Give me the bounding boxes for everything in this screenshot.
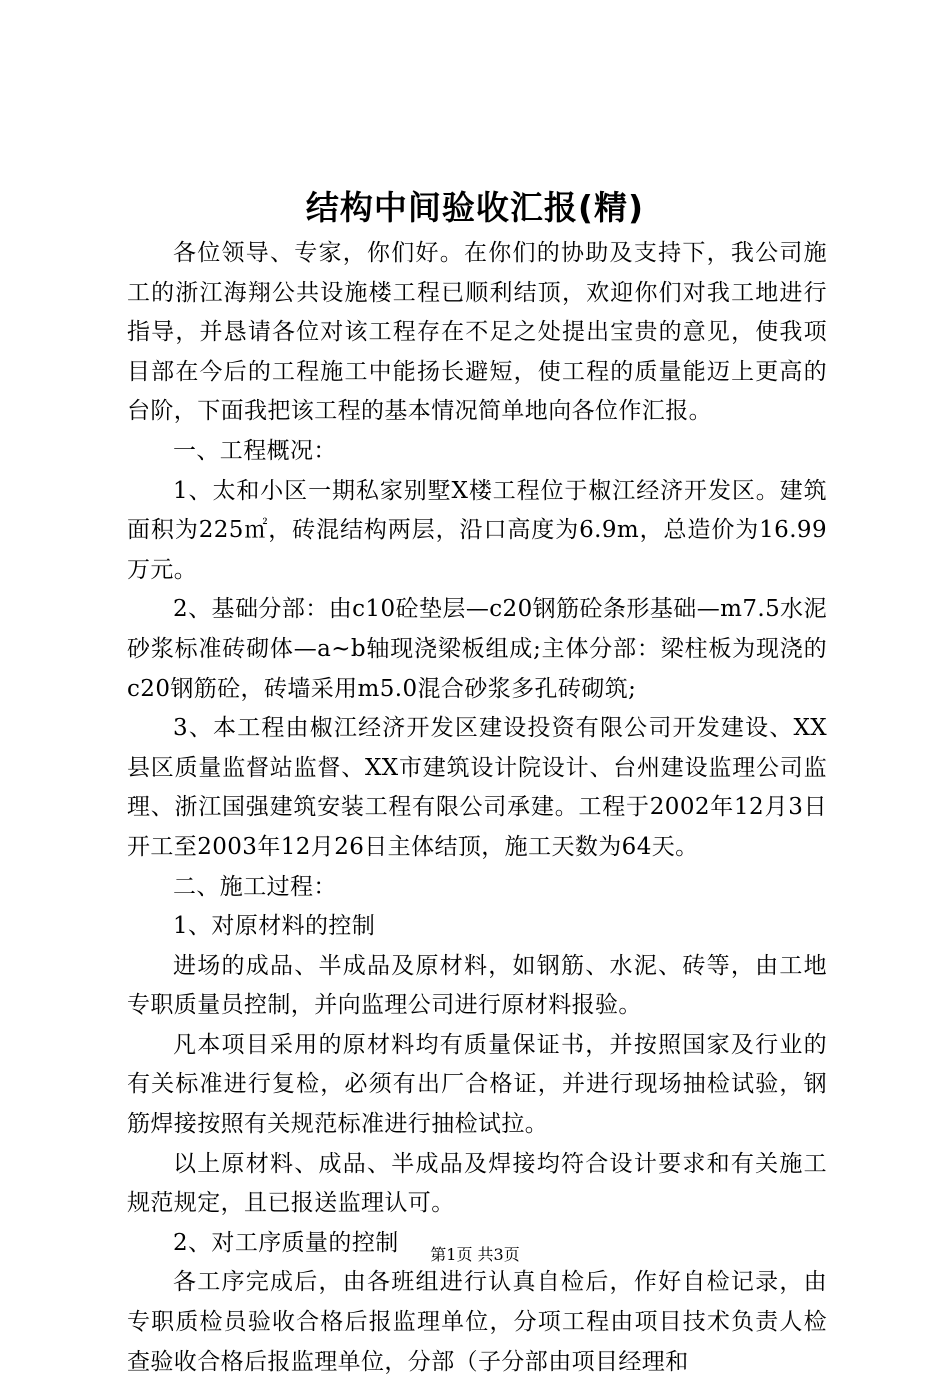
document-title: 结构中间验收汇报(精) xyxy=(305,188,645,227)
paragraph-overview-2: 2、基础分部：由c10砼垫层—c20钢筋砼条形基础—m7.5水泥砂浆标准砖砌体—a~b轴现浇梁板组成;主体分部：梁柱板为现浇的c20钢筋砼，砖墙采用m5.0混合砂浆多孔砖砌筑; xyxy=(127,596,827,702)
subheading-process-quality: 2、对工序质量的控制 xyxy=(173,1229,399,1256)
paragraph-intro: 各位领导、专家，你们好。在你们的协助及支持下，我公司施工的浙江海翔公共设施楼工程已顺利结顶，欢迎你们对我工地进行指导，并恳请各位对该工程存在不足之处提出宝贵的意见，使我项目部在今后的工程施工中能扬长避短，使工程的质量能迈上更高的台阶，下面我把该工程的基本情况简单地向各位作汇报。 xyxy=(127,240,827,425)
page-footer: 第1页 共3页 xyxy=(430,1245,520,1264)
section-heading-process: 二、施工过程： xyxy=(173,873,337,900)
subheading-materials: 1、对原材料的控制 xyxy=(173,913,376,940)
paragraph-overview-3: 3、本工程由椒江经济开发区建设投资有限公司开发建设、XX县区质量监督站监督、XX市建筑设计院设计、台州建设监理公司监理、浙江国强建筑安装工程有限公司承建。工程于2002年12月3日开工至2003年12月26日主体结顶，施工天数为64天。 xyxy=(127,715,827,860)
section-heading-overview: 一、工程概况： xyxy=(173,437,337,464)
paragraph-materials-1: 进场的成品、半成品及原材料，如钢筋、水泥、砖等，由工地专职质量员控制，并向监理公司进行原材料报验。 xyxy=(127,952,827,1019)
paragraph-materials-2: 凡本项目采用的原材料均有质量保证书，并按照国家及行业的有关标准进行复检，必须有出厂合格证，并进行现场抽检试验，钢筋焊接按照有关规范标准进行抽检试拉。 xyxy=(127,1031,827,1138)
document-body xyxy=(127,234,827,1382)
paragraph-overview-1: 1、太和小区一期私家别墅X楼工程位于椒江经济开发区。建筑面积为225㎡，砖混结构两层，沿口高度为6.9m，总造价为16.99万元。 xyxy=(127,477,827,583)
paragraph-materials-3: 以上原材料、成品、半成品及焊接均符合设计要求和有关施工规范规定，且已报送监理认可。 xyxy=(127,1150,827,1217)
paragraph-process-quality: 各工序完成后，由各班组进行认真自检后，作好自检记录，由专职质检员验收合格后报监理单位，分项工程由项目技术负责人检查验收合格后报监理单位，分部（子分部由项目经理和 xyxy=(127,1269,827,1375)
